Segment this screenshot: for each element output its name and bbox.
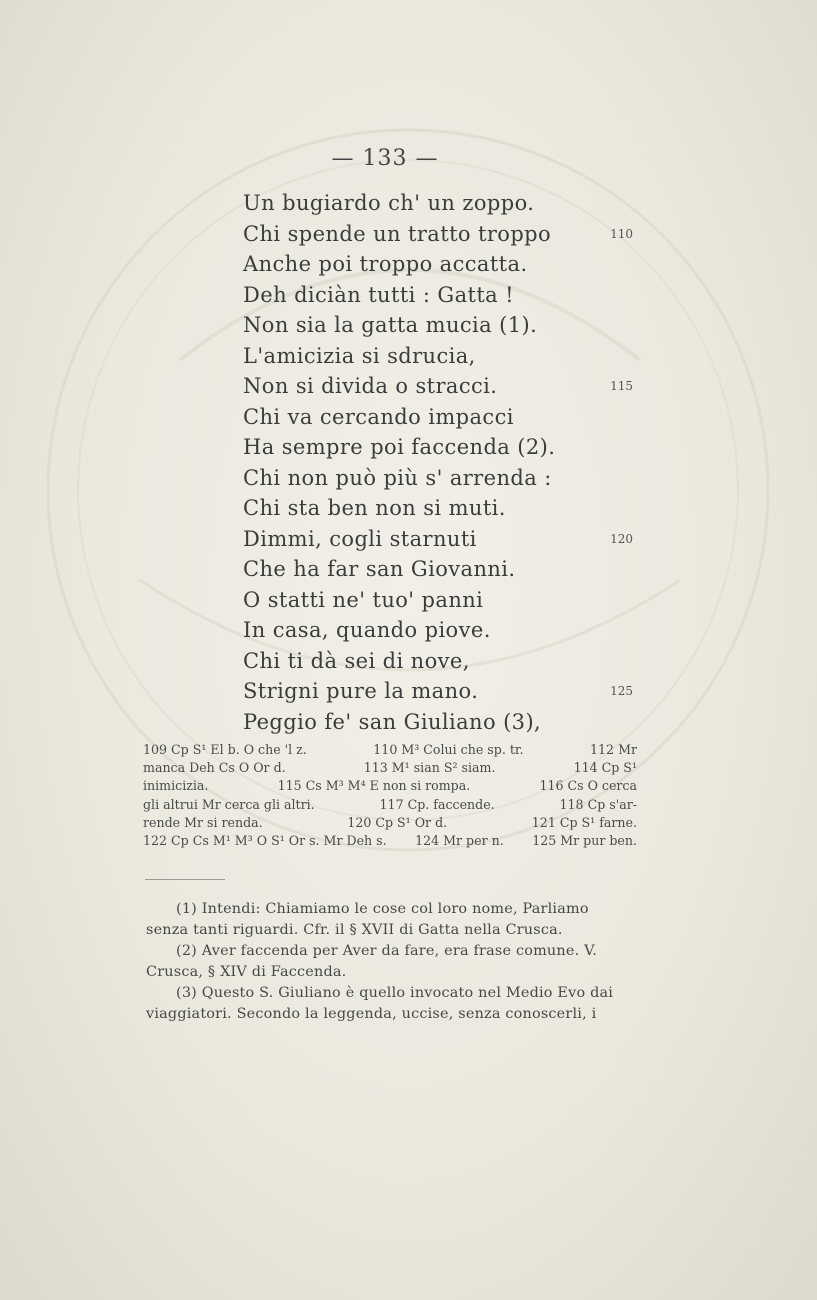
variant-entry: 116 Cs O cerca (539, 778, 637, 794)
variant-entry: 115 Cs M³ M⁴ E non si rompa. (277, 778, 471, 794)
variant-entry: 122 Cp Cs M¹ M³ O S¹ Or s. Mr Deh s. (143, 832, 387, 848)
verse-line: Chi sta ben non si muti. (243, 496, 506, 520)
verse-line: Peggio fe' san Giuliano (3), (243, 709, 542, 734)
page-number: — 133 — (331, 146, 439, 171)
verse-line: Deh diciàn tutti : Gatta ! (243, 282, 515, 307)
variant-entry: gli altrui Mr cerca gli altri. (143, 796, 315, 812)
variant-line (143, 796, 637, 814)
verse-line: In casa, quando piove. (243, 618, 491, 642)
variant-line (143, 832, 637, 850)
footnote-line: senza tanti riguardi. Cfr. il § XVII di Gatta nella Crusca. (146, 922, 563, 938)
footnote-line: viaggiatori. Secondo la leggenda, uccise, senza conoscerli, i (146, 1006, 597, 1022)
variant-line (143, 777, 637, 795)
variant-entry: 117 Cp. faccende. (379, 796, 495, 812)
verse-line: Dimmi, cogli starnuti (243, 526, 477, 551)
variant-entry: manca Deh Cs O Or d. (143, 760, 286, 776)
variant-entry: 113 M¹ sian S² siam. (363, 760, 496, 776)
poem-verses (243, 188, 643, 737)
verse-line: L'amicizia si sdrucia, (243, 343, 476, 368)
verse-line: Strigni pure la mano. (243, 679, 479, 703)
variant-line (143, 741, 637, 759)
verse-line: Chi spende un tratto troppo (243, 221, 552, 246)
line-number: 115 (610, 379, 633, 393)
verse-line: Che ha far san Giovanni. (243, 557, 516, 581)
variant-entry: 121 Cp S¹ farne. (531, 814, 637, 830)
footnote-line: (2) Aver faccenda per Aver da fare, era frase comune. V. (176, 943, 597, 959)
variant-line (143, 814, 637, 832)
footnotes (146, 899, 636, 1025)
verse-line: Chi va cercando impacci (243, 404, 514, 429)
footnote-line: Crusca, § XIV di Faccenda. (146, 964, 347, 980)
line-number: 110 (610, 226, 633, 241)
variant-entry: 124 Mr per n. (415, 832, 504, 848)
verse-line: Chi non può più s' arrenda : (243, 465, 552, 490)
variant-entry: 114 Cp S¹ (573, 760, 637, 776)
variant-entry: 125 Mr pur ben. (532, 832, 637, 848)
verse-line: O statti ne' tuo' panni (243, 587, 484, 612)
variant-entry: 110 M³ Colui che sp. tr. (373, 742, 524, 757)
verse-line: Chi ti dà sei di nove, (243, 648, 470, 673)
variant-entry: 112 Mr (590, 742, 637, 757)
variant-entry: 118 Cp s'ar- (559, 796, 637, 812)
variant-entry: rende Mr si renda. (143, 814, 263, 830)
verse-line: Non sia la gatta mucia (1). (243, 313, 538, 337)
footnote-line: (3) Questo S. Giuliano è quello invocato nel Medio Evo dai (176, 985, 614, 1001)
line-number: 125 (610, 684, 633, 698)
verse-line: Ha sempre poi faccenda (2). (243, 435, 556, 459)
verse-line: Non si divida o stracci. (243, 374, 498, 398)
textual-variants-apparatus (143, 741, 637, 850)
verse-line: Anche poi troppo accatta. (243, 252, 528, 276)
footnote-line: (1) Intendi: Chiamiamo le cose col loro nome, Parliamo (176, 901, 589, 917)
variant-entry: 109 Cp S¹ El b. O che 'l z. (143, 742, 307, 757)
variant-entry: inimicizia. (143, 778, 209, 794)
verse-line: Un bugiardo ch' un zoppo. (243, 191, 535, 215)
variant-line (143, 759, 637, 777)
footnote-separator (145, 879, 225, 880)
line-number: 120 (610, 531, 633, 546)
variant-entry: 120 Cp S¹ Or d. (347, 814, 448, 830)
